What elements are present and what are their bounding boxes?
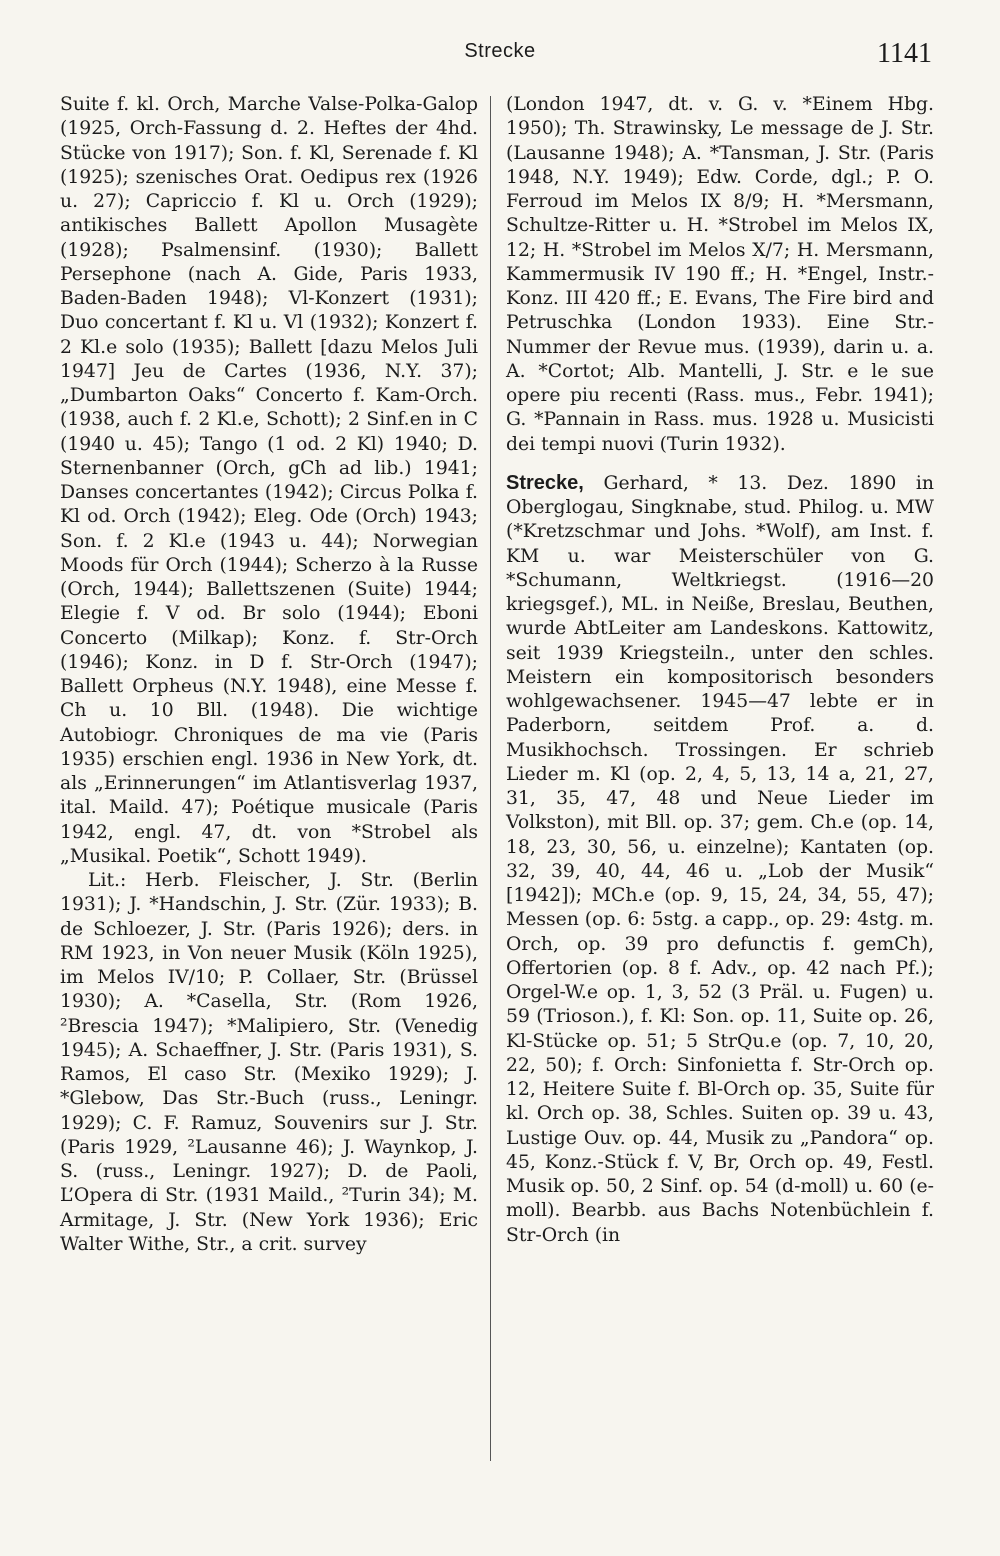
entry-text: Gerhard, * 13. Dez. 1890 in Oberglogau, Singknabe, stud. Philog. u. MW (*Kretzschmar und Johs. *Wolf), am Inst. f. KM u. war Meisterschüler von G. *Schumann, Weltkriegst. (1916—20 kriegsgef.), ML. in Neiße, Breslau, Beuthen, wurde AbtLeiter am Landeskons. Kattowitz, seit 1939 Kriegsteiln., unter den schles. Meistern ein kompositorisch besonders wohlgewachsener. 1945—47 lebte er in Paderborn, seitdem Prof. a. d. Musikhochsch. Trossingen. Er schrieb Lieder m. Kl (op. 2, 4, 5, 13, 14 a, 21, 27, 31, 35, 47, 48 und Neue Lieder im Volkston), mit Bll. op. 37; gem. Ch.e (op. 14, 18, 23, 30, 56, u. einzelne); Kantaten (op. 32, 39, 40, 44, 46 u. „Lob der Musik“ [1942]); MCh.e (op. 9, 15, 24, 34, 55, 47); Messen (op. 6: 5stg. a capp., op. 29: 4stg. m. Orch, op. 39 pro defunctis f. gemCh), Offertorien (op. 8 f. Adv., op. 42 nach Pf.); Orgel-W.e op. 1, 3, 52 (3 Präl. u. Fugen) u. 59 (Trioson.), f. Kl: Son. op. 11, Suite op. 26, Kl-Stücke op. 51; 5 StrQu.e (op. 7, 10, 20, 22, 50); f. Orch: Sinfonietta f. Str-Orch op. 12, Heitere Suite f. Bl-Orch op. 35, Suite für kl. Orch op. 38, Schles. Suiten op. 39 u. 43, Lustige Ouv. op. 44, Musik zu „Pandora“ op. 45, Konz.-Stück f. V, Br, Orch op. 49, Festl. Musik op. 50, 2 Sinf. op. 54 (d-moll) u. 60 (e-moll). Bearbb. aus Bachs Notenbüchlein f. Str-Orch (in — [506, 472, 934, 1246]
literature-paragraph: Lit.: Herb. Fleischer, J. Str. (Berlin 1931); J. *Handschin, J. Str. (Zür. 1933); B. de Schloezer, J. Str. (Paris 1926); ders. in RM 1923, in Von neuer Musik (Köln 1925), im Melos IV/10; P. Collaer, Str. (Brüssel 1930); A. *Casella, Str. (Rom 1926, ²Brescia 1947); *Malipiero, Str. (Venedig 1945); A. Schaeffner, J. Str. (Paris 1931), S. Ramos, El caso Str. (Mexiko 1929); J. *Glebow, Das Str.-Buch (russ., Leningr. 1929); C. F. Ramuz, Souvenirs sur J. Str. (Paris 1929, ²Lausanne 46); J. Waynkop, J. S. (russ., Leningr. 1927); D. de Paoli, L’Opera di Str. (1931 Maild., ²Turin 34); M. Armitage, J. Str. (New York 1936); Eric Walter Withe, Str., a crit. survey — [60, 870, 478, 1255]
continuation-paragraph: (London 1947, dt. v. G. v. *Einem Hbg. 1950); Th. Strawinsky, Le message de J. Str. (Lausanne 1948); A. *Tansman, J. Str. (Paris 1948, N.Y. 1949); Edw. Corde, dgl.; P. O. Ferroud im Melos IX 8/9; H. *Mersmann, Schultze-Ritter u. H. *Strobel im Melos IX, 12; H. *Strobel im Melos X/7; H. Mersmann, Kammermusik IV 190 ff.; H. *Engel, Instr.-Konz. III 420 ff.; E. Evans, The Fire bird and Petruschka (London 1933). Eine Str.-Nummer der Revue mus. (1939), darin u. a. A. *Cortot; Alb. Mantelli, J. Str. e le sue opere piu recenti (Rass. mus., Febr. 1941); G. *Pannain in Rass. mus. 1928 u. Musicisti dei tempi nuovi (Turin 1932). — [506, 94, 934, 455]
column-divider — [490, 96, 491, 1461]
running-head: Strecke — [464, 40, 536, 62]
entry-paragraph — [506, 471, 934, 1248]
works-paragraph: Suite f. kl. Orch, Marche Valse-Polka-Galop (1925, Orch-Fassung d. 2. Heftes der 4hd. Stücke von 1917); Son. f. Kl, Serenade f. Kl (1925); szenisches Orat. Oedipus rex (1926 u. 27); Capriccio f. Kl u. Orch (1929); antikisches Ballett Apollon Musagète (1928); Psalmensinf. (1930); Ballett Persephone (nach A. Gide, Paris 1933, Baden-Baden 1948); Vl-Konzert (1931); Duo concertant f. Kl u. Vl (1932); Konzert f. 2 Kl.e solo (1935); Ballett [dazu Melos Juli 1947] Jeu de Cartes (1936, N.Y. 37); „Dumbarton Oaks“ Concerto f. Kam-Orch. (1938, auch f. 2 Kl.e, Schott); 2 Sinf.en in C (1940 u. 45); Tango (1 od. 2 Kl) 1940; D. Sternenbanner (Orch, gCh ad lib.) 1941; Danses concertantes (1942); Circus Polka f. Kl od. Orch (1942); Eleg. Ode (Orch) 1943; Son. f. 2 Kl.e (1943 u. 44); Norwegian Moods für Orch (1944); Scherzo à la Russe (Orch, 1944); Ballettszenen (Suite) 1944; Elegie f. V od. Br solo (1944); Eboni Concerto (Milkap); Konz. f. Str-Orch (1946); Konz. in D f. Str-Orch (1947); Ballett Orpheus (N.Y. 1948), eine Messe f. Ch u. 10 Bll. (1948). Die wichtige Autobiogr. Chroniques de ma vie (Paris 1935) erschien engl. 1936 in New York, dt. als „Erinnerungen“ im Atlantisverlag 1937, ital. Maild. 47); Poétique musicale (Paris 1942, engl. 47, dt. von *Strobel als „Musikal. Poetik“, Schott 1949). — [60, 94, 478, 867]
right-column — [506, 93, 934, 1248]
left-column — [60, 93, 478, 1257]
entry-headword: Strecke, — [506, 471, 584, 494]
page-number: 1141 — [877, 38, 932, 69]
